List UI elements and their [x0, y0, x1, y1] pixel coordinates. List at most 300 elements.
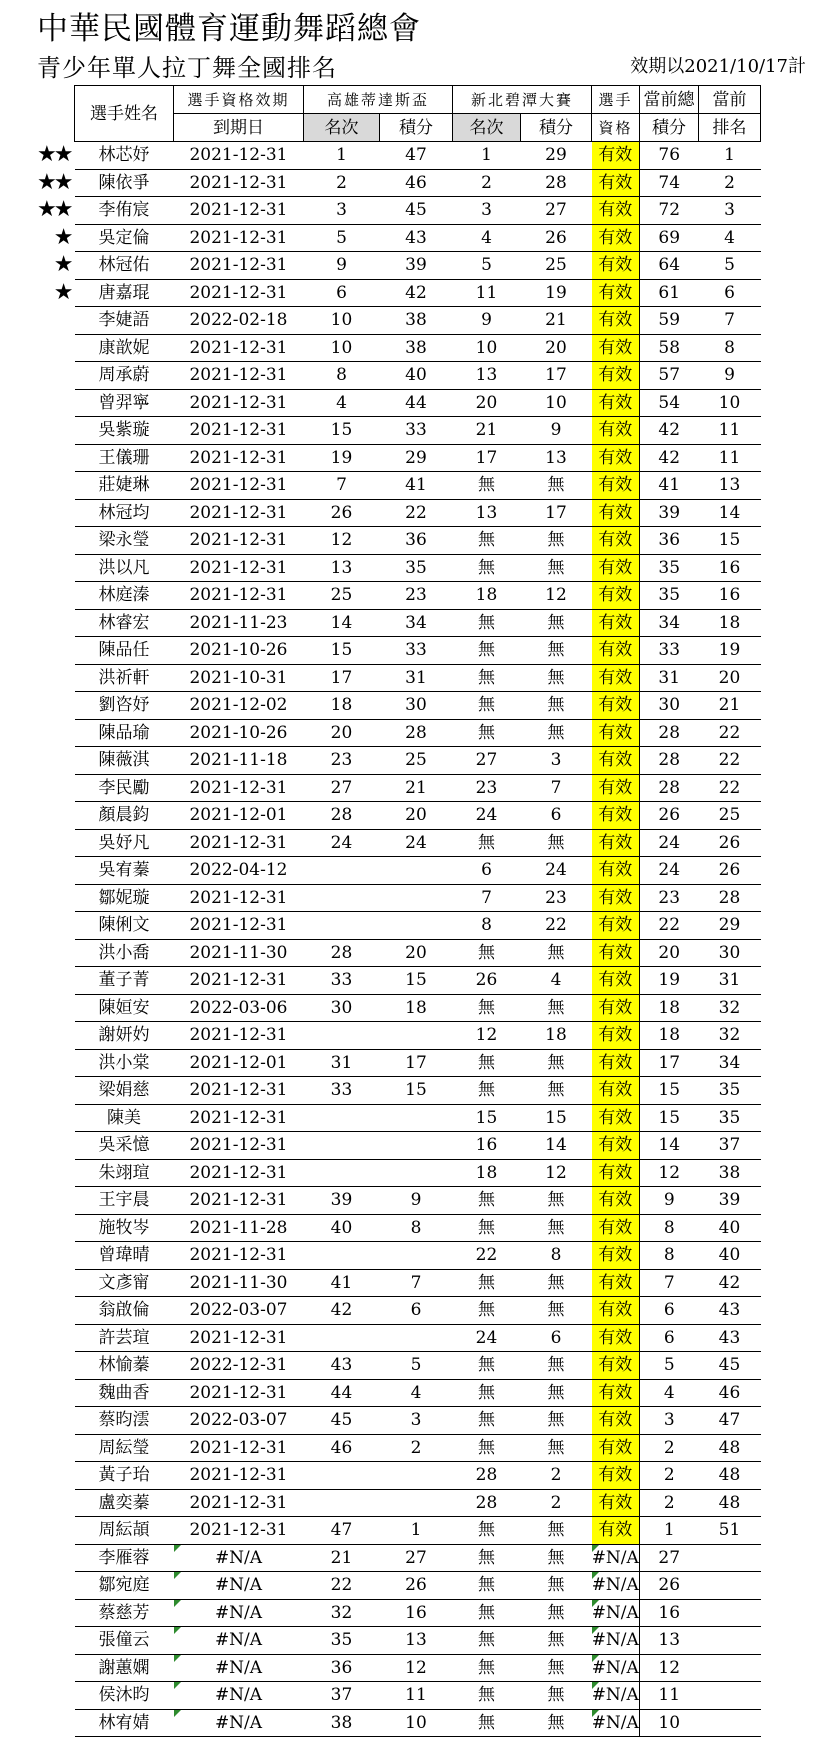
comp1-points	[380, 1407, 453, 1435]
comp1-points	[380, 692, 453, 720]
comp1-place-text: 8	[336, 365, 347, 386]
expiry-date	[174, 362, 304, 390]
eligibility-status-text: 有效	[598, 1217, 633, 1238]
eligibility-status	[592, 1407, 640, 1435]
comp1-points	[380, 499, 453, 527]
current-rank	[699, 857, 761, 885]
comp2-place-text: 無	[478, 1602, 495, 1623]
total-points	[640, 664, 699, 692]
comp1-place-text: 17	[330, 667, 353, 688]
table-row	[75, 307, 761, 335]
current-rank	[699, 197, 761, 225]
comp1-points	[380, 1352, 453, 1380]
expiry-date	[174, 1682, 304, 1710]
eligibility-status	[592, 1132, 640, 1160]
comp2-points	[521, 362, 592, 390]
current-rank	[699, 994, 761, 1022]
comp2-place	[453, 362, 521, 390]
comp1-points-text: 20	[405, 805, 427, 826]
comp2-points	[521, 197, 592, 225]
star-icon: ★	[53, 252, 71, 278]
player-name-text: 陳姮安	[98, 997, 150, 1018]
comp2-points-text: 無	[547, 557, 565, 578]
player-name	[75, 334, 174, 362]
comp2-points-text: 15	[545, 1107, 567, 1128]
total-points	[640, 1077, 699, 1105]
player-name	[75, 1159, 174, 1187]
comp1-place	[304, 1379, 380, 1407]
comp2-place	[453, 912, 521, 940]
eligibility-status-text: #N/A	[591, 1657, 639, 1678]
eligibility-status-text: 有效	[598, 145, 633, 166]
comp1-place-text: 14	[330, 612, 353, 633]
player-name-text: 盧奕蓁	[98, 1492, 150, 1513]
player-name-text: 許芸瑄	[98, 1327, 150, 1348]
eligibility-status-text: 有效	[598, 475, 633, 496]
comp1-place-text: 37	[330, 1685, 353, 1706]
total-points-text: 12	[658, 1657, 681, 1678]
comp2-place	[453, 1544, 521, 1572]
comp2-place-text: 無	[478, 942, 495, 963]
comp2-place	[453, 857, 521, 885]
comp1-place	[304, 1022, 380, 1050]
comp1-place	[304, 1187, 380, 1215]
comp2-place-text: 27	[475, 750, 498, 771]
total-points	[640, 582, 699, 610]
comp2-points-text: 3	[550, 750, 562, 771]
eligibility-status	[592, 1682, 640, 1710]
eligibility-status-text: 有效	[598, 1410, 633, 1431]
comp2-points-text: 20	[545, 337, 567, 358]
expiry-date	[174, 967, 304, 995]
current-rank-text: 15	[718, 530, 741, 551]
total-points-text: 42	[658, 447, 681, 468]
comp1-place	[304, 142, 380, 170]
player-name	[75, 1324, 174, 1352]
comp1-place	[304, 307, 380, 335]
current-rank	[699, 967, 761, 995]
comp1-place	[304, 472, 380, 500]
current-rank-text: 43	[718, 1300, 741, 1321]
comp2-points	[521, 1407, 592, 1435]
comp2-place	[453, 499, 521, 527]
current-rank-text: 34	[718, 1052, 741, 1073]
table-row	[75, 1599, 761, 1627]
comp1-points	[380, 884, 453, 912]
comp1-points	[380, 1682, 453, 1710]
current-rank-text: 16	[718, 557, 741, 578]
comp2-place-text: 3	[481, 200, 492, 221]
comp1-points	[380, 1324, 453, 1352]
comp2-points	[521, 1297, 592, 1325]
error-indicator-icon	[174, 1545, 181, 1552]
current-rank	[699, 774, 761, 802]
current-rank-text: 37	[718, 1135, 741, 1156]
current-rank-text: 19	[718, 640, 741, 661]
comp2-place-text: 無	[478, 1547, 495, 1568]
expiry-date-text: 2021-12-01	[189, 1052, 288, 1073]
comp2-place	[453, 774, 521, 802]
error-indicator-icon	[592, 1710, 599, 1717]
comp2-points	[521, 1269, 592, 1297]
current-rank	[699, 1214, 761, 1242]
player-name-text: 蔡昀澐	[98, 1410, 150, 1431]
player-name	[75, 1407, 174, 1435]
total-points-text: 8	[663, 1217, 675, 1238]
expiry-date-text: 2021-10-26	[189, 722, 288, 743]
eligibility-status-text: 有效	[598, 1520, 633, 1541]
comp1-points-text: 15	[405, 970, 427, 991]
total-points-text: 22	[658, 915, 681, 936]
table-row	[75, 582, 761, 610]
comp1-points	[380, 224, 453, 252]
comp1-points-text: 8	[410, 1217, 422, 1238]
comp2-place-text: 5	[481, 255, 492, 276]
total-points	[640, 1297, 699, 1325]
total-points	[640, 224, 699, 252]
table-row	[75, 362, 761, 390]
header-expiry: 到期日	[174, 114, 304, 142]
comp1-place	[304, 939, 380, 967]
comp2-points-text: 18	[545, 1025, 567, 1046]
player-name-text: 陳薇淇	[98, 750, 150, 771]
table-row	[75, 939, 761, 967]
comp1-points-text: 33	[405, 640, 427, 661]
comp2-points-text: 23	[545, 887, 567, 908]
eligibility-status-text: 有效	[598, 1465, 633, 1486]
star-icon: ★★	[37, 197, 71, 223]
comp2-place	[453, 1104, 521, 1132]
comp1-place	[304, 1242, 380, 1270]
total-points	[640, 472, 699, 500]
comp1-points	[380, 1434, 453, 1462]
total-points	[640, 1709, 699, 1737]
comp2-points-text: 13	[545, 447, 567, 468]
eligibility-status	[592, 1187, 640, 1215]
player-name-text: 翁啟倫	[98, 1300, 150, 1321]
comp1-place-text: 28	[330, 805, 353, 826]
total-points-text: 13	[658, 1630, 681, 1651]
comp2-place-text: 28	[475, 1465, 498, 1486]
table-row	[75, 142, 761, 170]
expiry-date	[174, 774, 304, 802]
current-rank-text: 45	[718, 1355, 741, 1376]
eligibility-status-text: 有效	[598, 420, 633, 441]
expiry-date	[174, 1049, 304, 1077]
table-row	[75, 747, 761, 775]
error-indicator-icon	[592, 1627, 599, 1634]
player-name-text: 陳美	[107, 1107, 141, 1128]
comp1-place	[304, 912, 380, 940]
comp1-place	[304, 1572, 380, 1600]
expiry-date	[174, 1489, 304, 1517]
total-points	[640, 334, 699, 362]
eligibility-status-text: 有效	[598, 530, 633, 551]
header-c2-place: 名次	[453, 114, 521, 142]
comp1-points-text: 45	[405, 200, 427, 221]
comp2-points	[521, 802, 592, 830]
table-row	[75, 692, 761, 720]
total-points	[640, 169, 699, 197]
current-rank	[699, 334, 761, 362]
comp2-points-text: 無	[547, 640, 565, 661]
current-rank	[699, 1022, 761, 1050]
current-rank-text: 16	[718, 585, 741, 606]
expiry-date	[174, 142, 304, 170]
table-row	[75, 1077, 761, 1105]
total-points-text: 6	[663, 1300, 675, 1321]
comp1-place-text: 38	[330, 1712, 353, 1733]
comp1-place-text: 4	[336, 392, 347, 413]
current-rank-text: 14	[718, 502, 741, 523]
total-points	[640, 1407, 699, 1435]
expiry-date	[174, 417, 304, 445]
expiry-date-text: 2022-03-07	[189, 1410, 288, 1431]
comp1-place	[304, 334, 380, 362]
comp1-points-text: 18	[405, 997, 427, 1018]
player-name-text: 洪小喬	[98, 942, 150, 963]
current-rank	[699, 692, 761, 720]
current-rank-text: 42	[718, 1272, 741, 1293]
comp1-place-text: 21	[330, 1547, 353, 1568]
total-points	[640, 1517, 699, 1545]
comp1-points	[380, 939, 453, 967]
comp2-points-text: 12	[545, 1162, 567, 1183]
comp1-points	[380, 857, 453, 885]
comp1-points	[380, 417, 453, 445]
comp2-place	[453, 224, 521, 252]
comp2-points	[521, 1599, 592, 1627]
comp2-points-text: 無	[547, 722, 565, 743]
comp2-place	[453, 719, 521, 747]
total-points	[640, 1132, 699, 1160]
total-points	[640, 802, 699, 830]
comp2-place-text: 無	[478, 530, 495, 551]
comp2-points-text: 無	[547, 1630, 565, 1651]
player-name-text: 吳定倫	[98, 227, 150, 248]
table-row	[75, 1049, 761, 1077]
expiry-date-text: 2021-12-31	[189, 392, 288, 413]
comp1-points	[380, 1572, 453, 1600]
table-row	[75, 1709, 761, 1737]
total-points	[640, 994, 699, 1022]
comp1-points	[380, 637, 453, 665]
expiry-date	[174, 1022, 304, 1050]
comp1-place	[304, 1159, 380, 1187]
eligibility-status-text: 有效	[598, 200, 633, 221]
comp2-points-text: 無	[547, 1382, 565, 1403]
comp2-points	[521, 444, 592, 472]
comp2-points-text: 無	[547, 1190, 565, 1211]
comp1-place-text: 10	[330, 310, 353, 331]
comp1-place-text: 24	[330, 832, 353, 853]
current-rank	[699, 664, 761, 692]
eligibility-status-text: 有效	[598, 1135, 633, 1156]
eligibility-status	[592, 994, 640, 1022]
comp1-place	[304, 1517, 380, 1545]
comp2-points	[521, 912, 592, 940]
eligibility-status	[592, 197, 640, 225]
player-name-text: 李雁蓉	[98, 1547, 150, 1568]
table-row	[75, 1517, 761, 1545]
eligibility-status	[592, 307, 640, 335]
comp2-place-text: 18	[475, 1162, 498, 1183]
eligibility-status	[592, 1434, 640, 1462]
current-rank-text: 40	[718, 1217, 741, 1238]
player-name-text: 林芯妤	[98, 145, 150, 166]
expiry-date	[174, 1544, 304, 1572]
total-points	[640, 1434, 699, 1462]
eligibility-status	[592, 444, 640, 472]
comp1-place	[304, 802, 380, 830]
total-points	[640, 1324, 699, 1352]
header-total-top: 當前總	[640, 86, 699, 114]
expiry-date	[174, 1572, 304, 1600]
current-rank-text: 47	[718, 1410, 741, 1431]
eligibility-status-text: 有效	[598, 970, 633, 991]
comp2-points	[521, 967, 592, 995]
player-name-text: 謝妍妁	[98, 1025, 150, 1046]
eligibility-status-text: 有效	[598, 365, 633, 386]
player-name	[75, 1077, 174, 1105]
eligibility-status-text: 有效	[598, 1245, 633, 1266]
comp2-points	[521, 1352, 592, 1380]
comp2-points-text: 19	[545, 282, 567, 303]
comp1-place	[304, 664, 380, 692]
comp2-place	[453, 1517, 521, 1545]
header-competition-2: 新北碧潭大賽	[453, 86, 592, 114]
comp2-place-text: 無	[478, 640, 495, 661]
current-rank-text: 5	[724, 255, 735, 276]
current-rank	[699, 912, 761, 940]
eligibility-status	[592, 499, 640, 527]
comp1-place	[304, 1324, 380, 1352]
comp1-points	[380, 1022, 453, 1050]
comp2-points-text: 無	[547, 667, 565, 688]
comp2-points-text: 29	[545, 145, 567, 166]
comp2-points-text: 無	[547, 997, 565, 1018]
player-name-text: 林宥婧	[98, 1712, 150, 1733]
error-indicator-icon	[592, 1545, 599, 1552]
expiry-date-text: 2021-12-31	[189, 557, 288, 578]
comp2-place	[453, 884, 521, 912]
comp2-points	[521, 1489, 592, 1517]
error-indicator-icon	[592, 1572, 599, 1579]
eligibility-status-text: 有效	[598, 255, 633, 276]
expiry-date	[174, 719, 304, 747]
table-row	[75, 1379, 761, 1407]
total-points-text: 26	[658, 1575, 681, 1596]
current-rank	[699, 1599, 761, 1627]
table-row	[75, 1269, 761, 1297]
eligibility-status-text: #N/A	[591, 1630, 639, 1651]
comp2-place-text: 無	[478, 1272, 495, 1293]
comp2-place	[453, 1242, 521, 1270]
player-name-text: 康歆妮	[98, 337, 150, 358]
header-competition-1: 高雄蒂達斯盃	[304, 86, 453, 114]
comp2-points-text: 無	[547, 942, 565, 963]
header-name: 選手姓名	[75, 86, 174, 142]
expiry-date-text: 2022-04-12	[189, 860, 288, 881]
total-points-text: 3	[663, 1410, 675, 1431]
total-points	[640, 1352, 699, 1380]
comp2-points	[521, 1434, 592, 1462]
comp1-points-text: 1	[410, 1520, 422, 1541]
current-rank	[699, 224, 761, 252]
total-points	[640, 1654, 699, 1682]
comp1-place	[304, 1132, 380, 1160]
comp2-points-text: 無	[547, 475, 565, 496]
table-row	[75, 1544, 761, 1572]
eligibility-status-text: 有效	[598, 777, 633, 798]
expiry-date	[174, 389, 304, 417]
player-name-text: 劉咨妤	[98, 695, 150, 716]
player-name-text: 文彥甯	[98, 1272, 150, 1293]
eligibility-status-text: 有效	[598, 1492, 633, 1513]
current-rank	[699, 939, 761, 967]
comp1-place	[304, 224, 380, 252]
comp1-points	[380, 1049, 453, 1077]
eligibility-status	[592, 1049, 640, 1077]
current-rank-text: 48	[718, 1492, 741, 1513]
player-name-text: 洪祈軒	[98, 667, 150, 688]
comp2-place-text: 無	[478, 1685, 495, 1706]
current-rank	[699, 719, 761, 747]
comp2-points	[521, 279, 592, 307]
expiry-date	[174, 224, 304, 252]
expiry-date-text: 2021-12-31	[189, 970, 288, 991]
table-row	[75, 994, 761, 1022]
table-row	[75, 1159, 761, 1187]
eligibility-status	[592, 582, 640, 610]
eligibility-status	[592, 1352, 640, 1380]
current-rank-text: 25	[718, 805, 741, 826]
player-name-text: 吳采憶	[98, 1135, 150, 1156]
eligibility-status-text: 有效	[598, 227, 633, 248]
comp2-points	[521, 994, 592, 1022]
expiry-date-text: 2021-12-31	[189, 337, 288, 358]
comp1-points	[380, 1297, 453, 1325]
player-name	[75, 609, 174, 637]
comp1-place-text: 15	[330, 640, 353, 661]
total-points	[640, 1242, 699, 1270]
comp2-place	[453, 1297, 521, 1325]
comp2-place-text: 4	[481, 227, 492, 248]
comp1-points-text: 15	[405, 1080, 427, 1101]
current-rank-text: 35	[718, 1107, 741, 1128]
comp1-points	[380, 994, 453, 1022]
player-name-text: 蔡慈芳	[98, 1602, 150, 1623]
comp2-points-text: 22	[545, 915, 567, 936]
comp1-place	[304, 1544, 380, 1572]
table-row	[75, 967, 761, 995]
total-points-text: 9	[663, 1190, 675, 1211]
comp1-place	[304, 1049, 380, 1077]
player-name	[75, 939, 174, 967]
player-name-text: 唐嘉琨	[98, 282, 150, 303]
comp1-place-text: 33	[330, 970, 353, 991]
comp2-points	[521, 1517, 592, 1545]
expiry-date	[174, 1379, 304, 1407]
total-points-text: 19	[658, 970, 681, 991]
current-rank	[699, 389, 761, 417]
comp1-points	[380, 582, 453, 610]
expiry-date	[174, 1297, 304, 1325]
comp2-place	[453, 1132, 521, 1160]
expiry-date-text: #N/A	[214, 1630, 263, 1651]
comp1-points-text: 6	[410, 1300, 422, 1321]
comp2-points-text: 無	[547, 695, 565, 716]
